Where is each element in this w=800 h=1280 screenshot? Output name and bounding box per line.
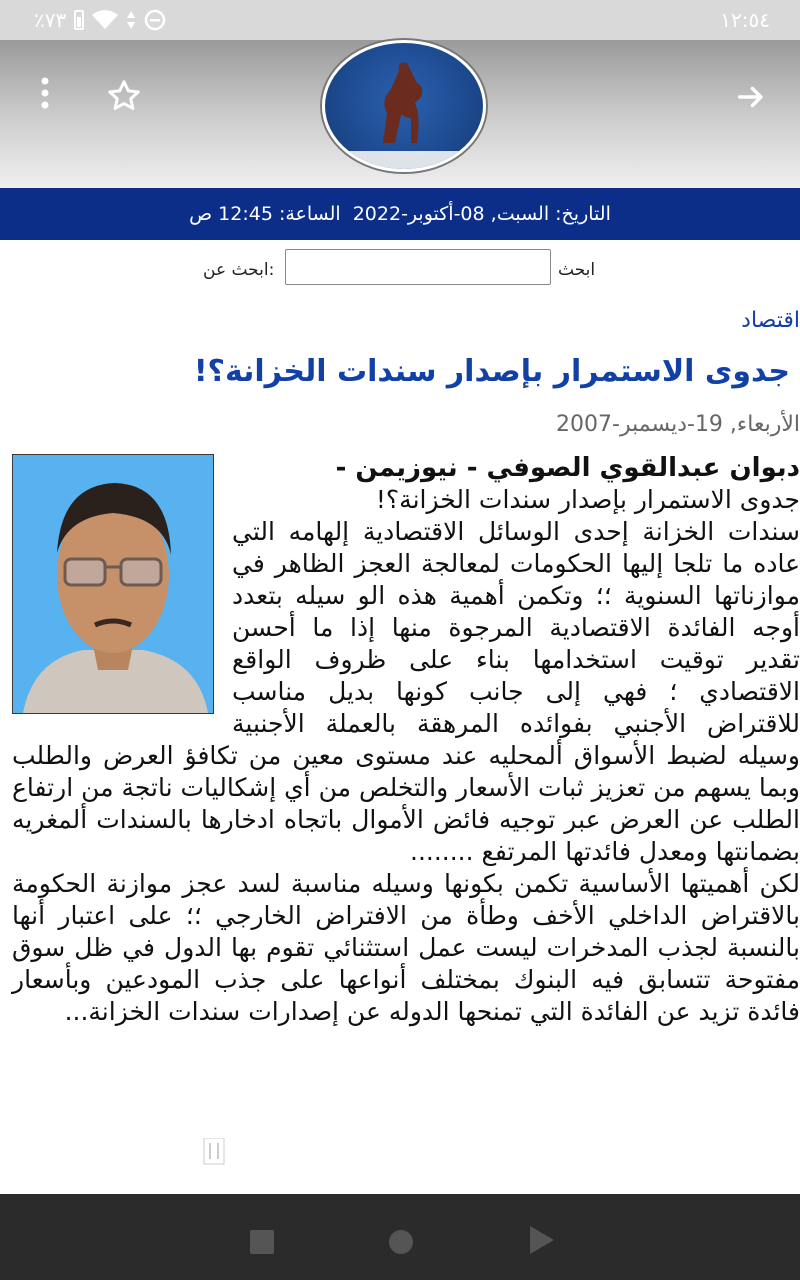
article-paragraph-1: سندات الخزانة إحدى الوسائل الاقتصادية إلهامه التي عاده ما تلجا إليها الحكومات لمعالجة العجز الظاهر في موازناتها السنوية ؛؛ وتكمن أهمية هذه الو سيله بتعدد أوجه الفائدة الاقتصادية المرجوة منها إذا ما أحسن تقدير توقيت استخدامها بناء على ظروف الواقع الاقتصادي ؛ فهي إلى جانب كونها بديل مناسب للاقتراض الأجنبي بفوائده المرهقة بالعملة الأجنبية وسيله لضبط الأسواق ألمحليه عند مستوى معين من تكافؤ العرض والطلب وبما يسهم من تعزيز ثبات الأسعار والتخلص من أي إشكاليات ناتجة من ارتفاع الطلب عن العرض عبر توجيه فائض الأموال باتجاه ادخارها بالسندات ألمغريه بضمانتها ومعدل فائدتها المرتفع ........ — [12, 517, 800, 866]
trash-icon[interactable] — [198, 1130, 230, 1170]
star-outline-icon[interactable] — [106, 78, 142, 123]
status-left — [34, 8, 166, 32]
circle-icon[interactable] — [389, 1230, 413, 1254]
wifi-icon — [92, 10, 118, 30]
square-icon[interactable] — [250, 1230, 274, 1254]
status-time: ١٢:٥٤ — [720, 8, 770, 32]
article-title: جدوى الاستمرار بإصدار سندات الخزانة؟! — [193, 354, 790, 389]
search-button[interactable]: ابحث — [558, 260, 596, 280]
arrow-forward-icon[interactable] — [734, 80, 768, 123]
category-link[interactable]: اقتصاد — [741, 308, 800, 333]
more-vert-icon[interactable] — [30, 76, 60, 119]
article-paragraph-2: لكن أهميتها الأساسية تكمن بكونها وسيله مناسبة لسد عجز موازنة الحكومة بالاقتراض الداخلي الأخف وطأة من الافتراض الخارجي ؛؛ على اعتبار أنها بالنسبة لجذب المدخرات ليست عمل استثنائي تقوم بها الدول في ظل سوق مفتوحة تتسابق فيه البنوك بمختلف أنواعها على جذب المودعين وبأسعار فائدة تزيد عن الفائدة التي تمنحها الدوله عن إصدارات سندات الخزانة... — [12, 869, 800, 1026]
share-icon[interactable] — [566, 1126, 606, 1170]
bottom-action-overlay — [0, 1108, 800, 1194]
author-photo — [12, 454, 214, 714]
battery-percent: ٪٧٣ — [34, 8, 67, 32]
site-logo — [322, 40, 486, 172]
system-nav-bar — [0, 1194, 800, 1280]
status-bar — [0, 0, 800, 40]
article-author: دبوان عبدالقوي الصوفي - نيوزيمن - — [335, 453, 800, 483]
battery-icon — [74, 10, 84, 30]
current-time: الساعة: 12:45 ص — [189, 203, 341, 225]
triangle-icon[interactable] — [530, 1226, 554, 1254]
data-arrows-icon — [126, 10, 136, 30]
article-date: الأربعاء, 19-ديسمبر-2007 — [556, 412, 800, 437]
date-bar — [0, 188, 800, 240]
article-subtitle: جدوى الاستمرار بإصدار سندات الخزانة؟! — [375, 485, 800, 514]
site-header — [0, 40, 800, 188]
current-date: التاريخ: السبت, 08-أكتوبر-2022 — [352, 203, 611, 225]
search-in-label: ابحث عن: — [203, 260, 275, 280]
search-input[interactable] — [285, 249, 551, 285]
do-not-disturb-icon — [144, 9, 166, 31]
info-icon[interactable] — [380, 1126, 420, 1170]
